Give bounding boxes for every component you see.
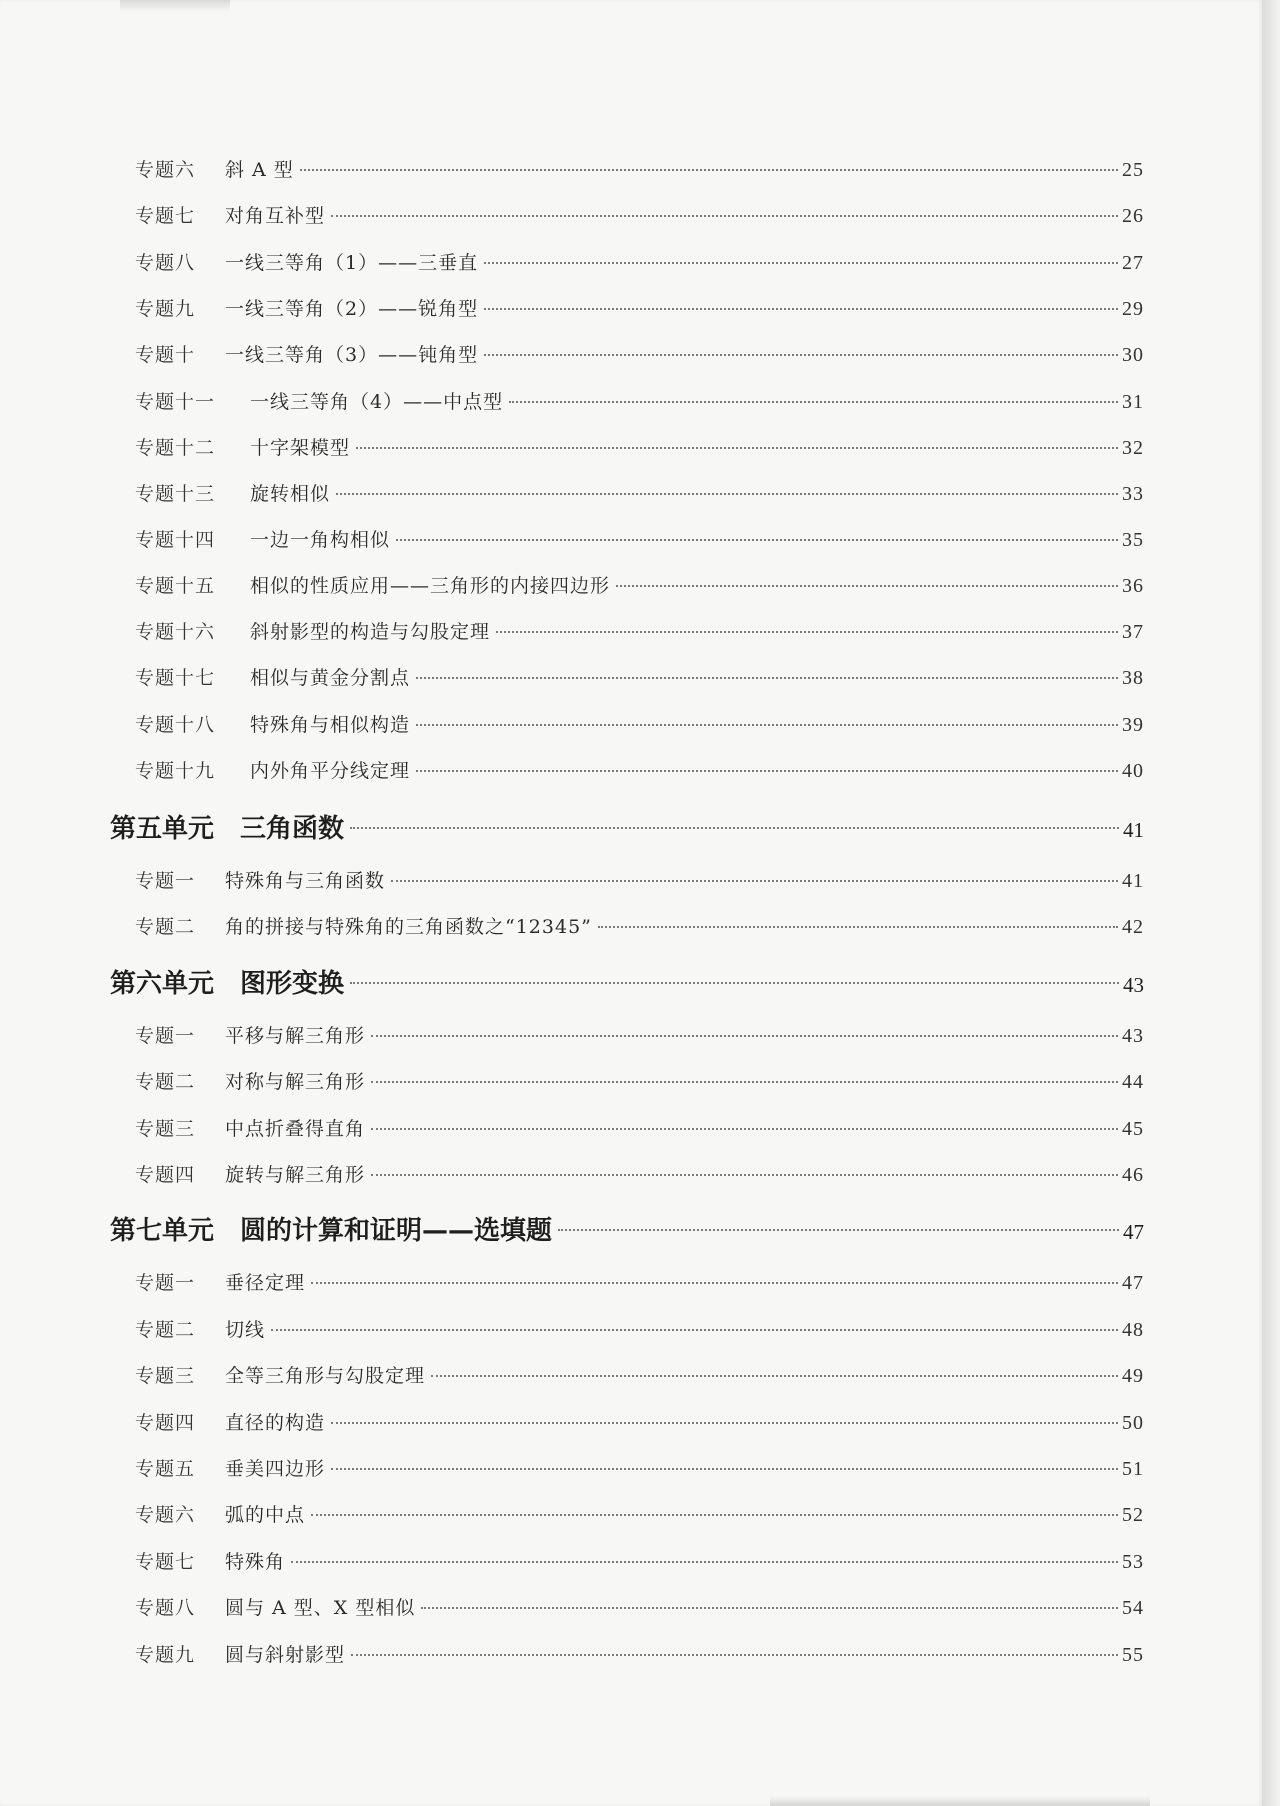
toc-entry[interactable] <box>135 617 1144 644</box>
toc-entry-title: 特殊角与三角函数 <box>225 870 386 892</box>
toc-entry-page: 44 <box>1122 1071 1144 1093</box>
toc-entry-label: 专题十三 <box>135 483 216 505</box>
toc-entry-title: 平移与解三角形 <box>225 1025 366 1047</box>
toc-entry-page: 50 <box>1122 1412 1144 1434</box>
toc-entry-label: 专题九 <box>135 1644 196 1666</box>
toc-entry[interactable] <box>135 1454 1144 1481</box>
dot-leader <box>336 493 1118 495</box>
unit-title: 三角函数 <box>240 814 345 844</box>
toc-unit-heading[interactable] <box>110 963 1144 1000</box>
toc-entry-page: 43 <box>1122 1025 1144 1047</box>
page-top-shadow <box>120 0 230 12</box>
toc-entry-label: 专题三 <box>135 1365 196 1387</box>
toc-entry[interactable] <box>135 1408 1144 1435</box>
dot-leader <box>300 169 1118 171</box>
toc-entry-label: 专题十四 <box>135 529 216 551</box>
dot-leader <box>416 770 1118 772</box>
toc-entry-label: 专题十一 <box>135 391 216 413</box>
toc-entry-page: 54 <box>1122 1597 1144 1619</box>
dot-leader <box>356 447 1118 449</box>
unit-title: 图形变换 <box>240 969 345 999</box>
toc-entry-label: 专题三 <box>135 1118 196 1140</box>
toc-entry-title: 旋转与解三角形 <box>225 1164 366 1186</box>
dot-leader <box>416 724 1118 726</box>
toc-entry-label: 专题五 <box>135 1458 196 1480</box>
toc-entry[interactable] <box>135 1315 1144 1342</box>
toc-entry-label: 专题四 <box>135 1164 196 1186</box>
dot-leader <box>391 880 1118 882</box>
toc-entry-label: 专题七 <box>135 205 196 227</box>
toc-unit-heading[interactable] <box>110 808 1144 845</box>
dot-leader <box>371 1081 1118 1083</box>
toc-entry-title: 直径的构造 <box>225 1412 326 1434</box>
toc-entry-label: 专题十九 <box>135 760 216 782</box>
toc-entry-title: 圆与斜射影型 <box>225 1644 346 1666</box>
toc-entry-title: 十字架模型 <box>250 437 351 459</box>
page-edge <box>1262 0 1280 1806</box>
toc-entry[interactable] <box>135 479 1144 506</box>
dot-leader <box>558 1229 1119 1231</box>
toc-entry-page: 29 <box>1122 298 1144 320</box>
page-bottom-shadow <box>770 1796 1150 1806</box>
dot-leader <box>616 585 1118 587</box>
toc-entry-page: 27 <box>1122 252 1144 274</box>
toc-entry-title: 弧的中点 <box>225 1504 306 1526</box>
toc-entry-page: 40 <box>1122 760 1144 782</box>
toc-entry-title: 一线三等角（4）——中点型 <box>250 391 504 413</box>
toc-entry-title: 垂径定理 <box>225 1272 306 1294</box>
toc-entry-title: 特殊角与相似构造 <box>250 714 411 736</box>
unit-label: 第五单元 <box>110 814 215 844</box>
dot-leader <box>371 1174 1118 1176</box>
toc-entry-page: 36 <box>1122 575 1144 597</box>
dot-leader <box>371 1035 1118 1037</box>
toc-entry-label: 专题十五 <box>135 575 216 597</box>
toc-entry[interactable] <box>135 525 1144 552</box>
toc-entry[interactable] <box>135 1361 1144 1388</box>
toc-entry[interactable] <box>135 155 1144 182</box>
toc-unit-heading[interactable] <box>110 1210 1144 1247</box>
toc-entry-title: 垂美四边形 <box>225 1458 326 1480</box>
toc-entry-title: 内外角平分线定理 <box>250 760 411 782</box>
toc-entry-page: 41 <box>1122 870 1144 892</box>
toc-entry-label: 专题二 <box>135 916 196 938</box>
dot-leader <box>421 1607 1118 1609</box>
unit-title: 圆的计算和证明——选填题 <box>240 1216 553 1246</box>
toc-entry[interactable] <box>135 1021 1144 1048</box>
dot-leader <box>598 926 1118 928</box>
toc-entry-page: 48 <box>1122 1319 1144 1341</box>
toc-entry[interactable] <box>135 201 1144 228</box>
toc-entry-title: 特殊角 <box>225 1551 286 1573</box>
toc-entry-page: 25 <box>1122 159 1144 181</box>
toc-entry-title: 相似的性质应用——三角形的内接四边形 <box>250 575 611 597</box>
toc-entry-page: 45 <box>1122 1118 1144 1140</box>
toc-entry-title: 中点折叠得直角 <box>225 1118 366 1140</box>
toc-entry-label: 专题八 <box>135 1597 196 1619</box>
dot-leader <box>331 1422 1118 1424</box>
toc-entry[interactable] <box>135 1114 1144 1141</box>
toc-entry[interactable] <box>135 248 1144 275</box>
unit-page: 41 <box>1123 818 1144 842</box>
dot-leader <box>331 215 1118 217</box>
toc-entry-label: 专题七 <box>135 1551 196 1573</box>
toc-entry-title: 全等三角形与勾股定理 <box>225 1365 426 1387</box>
dot-leader <box>311 1514 1118 1516</box>
toc-entry-title: 对称与解三角形 <box>225 1071 366 1093</box>
toc-entry-page: 42 <box>1122 916 1144 938</box>
toc-entry-title: 一线三等角（3）——钝角型 <box>225 344 479 366</box>
toc-entry-label: 专题十七 <box>135 667 216 689</box>
toc-entry-page: 49 <box>1122 1365 1144 1387</box>
toc-entry-page: 37 <box>1122 621 1144 643</box>
toc-entry-page: 32 <box>1122 437 1144 459</box>
dot-leader <box>484 308 1118 310</box>
dot-leader <box>496 631 1118 633</box>
toc-entry-page: 46 <box>1122 1164 1144 1186</box>
toc-entry-label: 专题二 <box>135 1071 196 1093</box>
toc-entry-title: 圆与 A 型、X 型相似 <box>225 1597 416 1619</box>
toc-entry-page: 39 <box>1122 714 1144 736</box>
toc-entry-label: 专题一 <box>135 1272 196 1294</box>
toc-entry[interactable] <box>135 663 1144 690</box>
toc-entry[interactable] <box>135 571 1144 598</box>
dot-leader <box>484 262 1118 264</box>
toc-entry[interactable] <box>135 1640 1144 1667</box>
toc-entry[interactable] <box>135 1593 1144 1620</box>
toc-entry[interactable] <box>135 756 1144 783</box>
toc-entry-title: 旋转相似 <box>250 483 331 505</box>
toc-entry-title: 一线三等角（1）——三垂直 <box>225 252 479 274</box>
toc-entry-page: 53 <box>1122 1551 1144 1573</box>
toc-entry[interactable] <box>135 866 1144 893</box>
toc-entry[interactable] <box>135 912 1144 939</box>
toc-entry-page: 35 <box>1122 529 1144 551</box>
unit-label: 第六单元 <box>110 969 215 999</box>
toc-entry-label: 专题二 <box>135 1319 196 1341</box>
dot-leader <box>396 539 1118 541</box>
toc-entry-label: 专题一 <box>135 870 196 892</box>
dot-leader <box>350 827 1119 829</box>
toc-entry-title: 斜 A 型 <box>225 159 294 181</box>
toc-entry-title: 一线三等角（2）——锐角型 <box>225 298 479 320</box>
dot-leader <box>271 1329 1118 1331</box>
toc-entry-label: 专题十二 <box>135 437 216 459</box>
toc-entry[interactable] <box>135 1547 1144 1574</box>
toc-entry[interactable] <box>135 294 1144 321</box>
toc-entry-page: 31 <box>1122 391 1144 413</box>
toc-entry-title: 一边一角构相似 <box>250 529 391 551</box>
toc-entry-page: 47 <box>1122 1272 1144 1294</box>
toc-entry-label: 专题八 <box>135 252 196 274</box>
unit-label: 第七单元 <box>110 1216 215 1246</box>
toc-entry-title: 斜射影型的构造与勾股定理 <box>250 621 491 643</box>
toc-entry[interactable] <box>135 1160 1144 1187</box>
toc-entry-title: 角的拼接与特殊角的三角函数之“12345” <box>225 916 592 938</box>
dot-leader <box>509 401 1118 403</box>
toc-entry[interactable] <box>135 710 1144 737</box>
toc-entry-page: 51 <box>1122 1458 1144 1480</box>
toc-entry-label: 专题十 <box>135 344 196 366</box>
toc-entry-label: 专题九 <box>135 298 196 320</box>
toc-entry-page: 26 <box>1122 205 1144 227</box>
toc-entry-page: 52 <box>1122 1504 1144 1526</box>
toc-entry-label: 专题一 <box>135 1025 196 1047</box>
toc-entry-title: 对角互补型 <box>225 205 326 227</box>
toc-entry-label: 专题十六 <box>135 621 216 643</box>
toc-entry-label: 专题六 <box>135 1504 196 1526</box>
dot-leader <box>311 1282 1118 1284</box>
unit-page: 43 <box>1123 973 1144 997</box>
dot-leader <box>351 1654 1118 1656</box>
dot-leader <box>484 354 1118 356</box>
dot-leader <box>331 1468 1118 1470</box>
dot-leader <box>371 1128 1118 1130</box>
toc-entry-page: 30 <box>1122 344 1144 366</box>
toc-entry[interactable] <box>135 1500 1144 1527</box>
toc-entry[interactable] <box>135 387 1144 414</box>
dot-leader <box>431 1375 1118 1377</box>
unit-page: 47 <box>1123 1220 1144 1244</box>
dot-leader <box>291 1561 1118 1563</box>
toc-entry-label: 专题六 <box>135 159 196 181</box>
dot-leader <box>416 677 1118 679</box>
toc-entry[interactable] <box>135 433 1144 460</box>
toc-entry[interactable] <box>135 1067 1144 1094</box>
toc-entry-label: 专题四 <box>135 1412 196 1434</box>
toc-entry[interactable] <box>135 340 1144 367</box>
toc-entry-title: 切线 <box>225 1319 266 1341</box>
dot-leader <box>350 982 1119 984</box>
toc-entry[interactable] <box>135 1268 1144 1295</box>
toc-entry-page: 55 <box>1122 1644 1144 1666</box>
toc-entry-page: 38 <box>1122 667 1144 689</box>
toc-entry-title: 相似与黄金分割点 <box>250 667 411 689</box>
toc-entry-label: 专题十八 <box>135 714 216 736</box>
toc-entry-page: 33 <box>1122 483 1144 505</box>
